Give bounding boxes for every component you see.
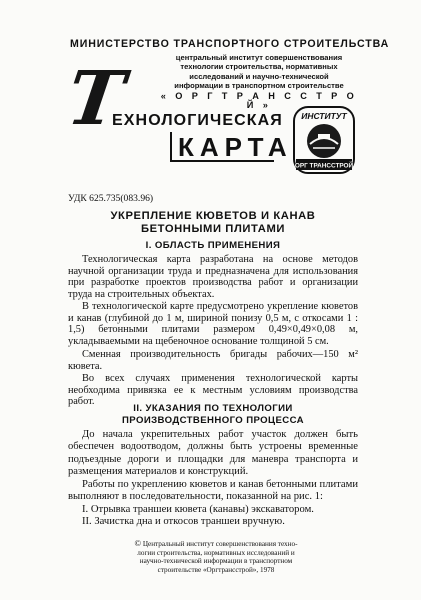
section-2-list-item: II. Зачистка дна и откосов траншеи вручную. — [82, 516, 285, 527]
institute-emblem-icon — [288, 104, 360, 176]
institute-line: исследований и научно-технической — [189, 71, 329, 81]
document-title — [68, 210, 358, 236]
section-2-paragraph: До начала укрепительных работ участок должен быть обеспечен водоотводом, должны быть устроены временные подъездные дороги и площадки для маневра транспорта и размещения материалов и конструкций. — [68, 429, 358, 478]
emblem-bottom-text: ОРГ ТРАНССТРОЙ — [294, 162, 354, 170]
section-2-paragraph: Работы по укреплению кюветов и канав бетонными плитами выполняют в последовательности, показанной на рис. 1: — [68, 479, 358, 503]
copyright-line: строительстве «Оргтрансстрой», 1978 — [157, 565, 275, 574]
section-1-heading: I. ОБЛАСТЬ ПРИМЕНЕНИЯ — [145, 240, 281, 251]
section-1-paragraph: Сменная производительность бригады рабочих—150 м² кювета. — [68, 349, 358, 372]
copyright-line — [110, 539, 322, 549]
emblem-top-text: ИНСТИТУТ — [301, 111, 347, 121]
institute-line: центральный институт совершенствования — [175, 53, 343, 62]
title-card: КАРТА — [170, 132, 274, 162]
section-1-paragraph: Во всех случаях применения технологической карты необходима привязка ее к местным условиям производства работ. — [68, 373, 358, 408]
section-1-paragraph: Технологическая карта разработана на основе методов научной организации труда и предназначена для использования при разработке проектов производства работ и организации труда на строительных объектах. — [68, 254, 358, 300]
copyright-footer — [110, 539, 322, 574]
institute-line: информации в транспортном строительстве — [174, 80, 344, 90]
section-2-list-item: I. Отрывка траншеи кювета (канавы) экскаватором. — [82, 504, 314, 515]
title-initial-letter: Т — [61, 56, 130, 142]
copyright-line: научно-технической информации в транспортном — [139, 557, 293, 566]
org-name: « О Р Г Т Р А Н С С Т Р О Й » — [160, 91, 358, 111]
institute-block — [154, 53, 364, 111]
institute-line: технологии строительства, нормативных — [180, 62, 338, 72]
title-technological: ЕХНОЛОГИЧЕСКАЯ — [112, 112, 283, 129]
copyright-line: логии строительства, нормативных исследований и — [137, 548, 295, 557]
udk-code: УДК 625.735(083.96) — [68, 193, 154, 204]
section-2-heading-line: ПРОИЗВОДСТВЕННОГО ПРОЦЕССА — [121, 414, 304, 426]
document-title-line: БЕТОННЫМИ ПЛИТАМИ — [140, 223, 286, 235]
section-2-heading — [68, 403, 358, 426]
ministry-title: МИНИСТЕРСТВО ТРАНСПОРТНОГО СТРОИТЕЛЬСТВА — [70, 38, 390, 50]
copyright-icon: © — [134, 538, 142, 548]
document-title-line: УКРЕПЛЕНИЕ КЮВЕТОВ И КАНАВ — [110, 210, 316, 222]
section-1-paragraph: В технологической карте предусмотрено укрепление кюветов и канав (глубиной до 1 м, шириной понизу 0,5 м, с откосами 1 : 1,5) бетонными плитами размером 0,49×0,49×0,08 м, укладываемыми на щебеночное основание толщиной 5 см. — [68, 301, 358, 347]
section-2-heading-line: II. УКАЗАНИЯ ПО ТЕХНОЛОГИИ — [133, 403, 293, 414]
copyright-text: Центральный институт совершенствования техно- — [142, 540, 298, 548]
